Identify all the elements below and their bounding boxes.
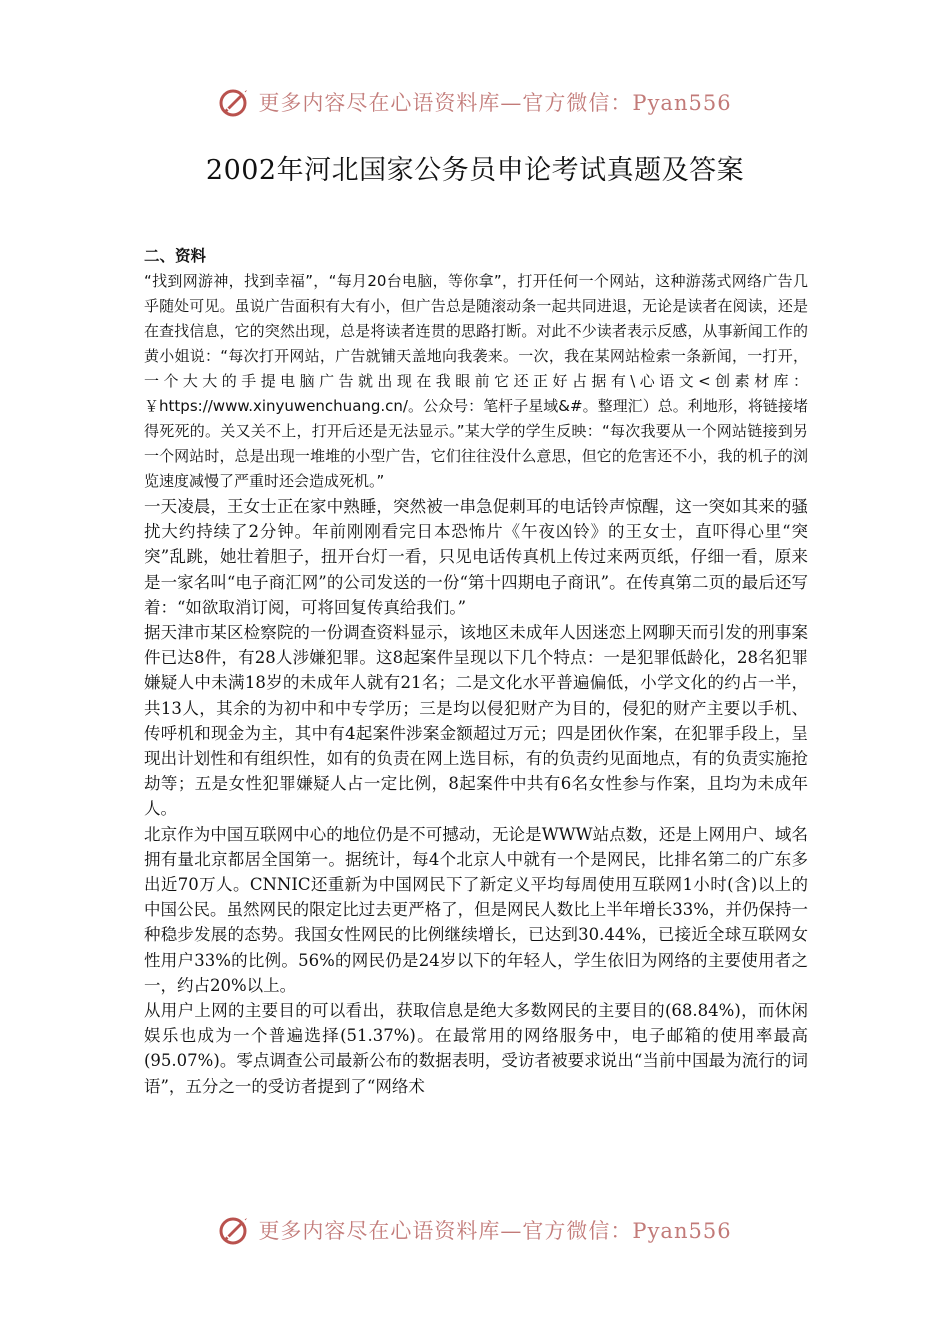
page-title: 2002年河北国家公务员申论考试真题及答案 [205, 155, 745, 186]
paragraph-ad-complaints: “找到网游神，找到幸福”，“每月20台电脑，等你拿”，打开任何一个网站，这种游荡式网络广告几乎随处可见。虽说广告面积有大有小，但广告总是随滚动条一起共同进退，无论是读者在阅读，还是在查找信息，它的突然出现，总是将读者连贯的思路打断。对此不少读者表示反感，从事新闻工作的黄小姐说：“每次打开网站，广告就铺天盖地向我袭来。一次，我在某网站检索一条新闻，一打开，一个大大的手提电脑广告就出现在我眼前它还正好占据有\心语文<创素材库：￥https://www.xinyuwenchuang.cn/。公众号：笔杆子星域&#。整理汇）总。利地形，将链接堵得死死的。关又关不上，打开后还是无法显示。”某大学的学生反映：“每次我要从一个网站链接到另一个网站时，总是出现一堆堆的小型广告，它们往往没什么意思，但它的危害还不小，我的机子的浏览速度减慢了严重时还会造成死机。” [144, 272, 808, 490]
section-heading: 二、资料 [144, 247, 207, 265]
watermark-header [0, 80, 950, 124]
paragraph-fax-spam: 一天凌晨，王女士正在家中熟睡，突然被一串急促刺耳的电话铃声惊醒，这一突如其来的骚扰大约持续了2分钟。年前刚刚看完日本恐怖片《午夜凶铃》的王女士，直吓得心里“突突”乱跳，她壮着胆子，扭开台灯一看，只见电话传真机上传过来两页纸，仔细一看，原来是一家名叫“电子商汇网”的公司发送的一份“第十四期电子商讯”。在传真第二页的最后还写着：“如欲取消订阅，可将回复传真给我们。” [144, 497, 808, 617]
watermark-text: 更多内容尽在心语资料库—官方微信：Pyan556 [258, 1219, 732, 1243]
pen-nib-icon [218, 1213, 252, 1247]
paragraph-usage-purpose: 从用户上网的主要目的可以看出，获取信息是绝大多数网民的主要目的(68.84%)，而休闲娱乐也成为一个普遍选择(51.37%)。在最常用的网络服务中，电子邮箱的使用率最高(95.07%)。零点调查公司最新公布的数据表明，受访者被要求说出“当前中国最为流行的词语”，五分之一的受访者提到了“网络术 [144, 1001, 808, 1096]
watermark-text: 更多内容尽在心语资料库—官方微信：Pyan556 [258, 91, 732, 115]
document-body [144, 244, 808, 1099]
pen-nib-icon [218, 85, 252, 119]
paragraph-juvenile-crime: 据天津市某区检察院的一份调查资料显示，该地区未成年人因迷恋上网聊天而引发的刑事案件已达8件，有28人涉嫌犯罪。这8起案件呈现以下几个特点：一是犯罪低龄化，28名犯罪嫌疑人中未满18岁的未成年人就有21名；二是文化水平普遍偏低，小学文化的约占一半，共13人，其余的为初中和中专学历；三是均以侵犯财产为目的，侵犯的财产主要以手机、传呼机和现金为主，其中有4起案件涉案金额超过万元；四是团伙作案，在犯罪手段上，呈现出计划性和有组织性，如有的负责在网上选目标，有的负责约见面地点，有的负责实施抢劫等；五是女性犯罪嫌疑人占一定比例，8起案件中共有6名女性参与作案，且均为未成年人。 [144, 623, 808, 819]
paragraph-beijing-internet: 北京作为中国互联网中心的地位仍是不可撼动，无论是WWW站点数，还是上网用户、域名拥有量北京都居全国第一。据统计，每4个北京人中就有一个是网民，比排名第二的广东多出近70万人。CNNIC还重新为中国网民下了新定义平均每周使用互联网1小时(含)以上的中国公民。虽然网民的限定比过去更严格了，但是网民人数比上半年增长33%，并仍保持一种稳步发展的态势。我国女性网民的比例继续增长，已达到30.44%，已接近全球互联网女性用户33%的比例。56%的网民仍是24岁以下的年轻人，学生依旧为网络的主要使用者之一，约占20%以上。 [144, 824, 808, 995]
watermark-footer [0, 1208, 950, 1252]
